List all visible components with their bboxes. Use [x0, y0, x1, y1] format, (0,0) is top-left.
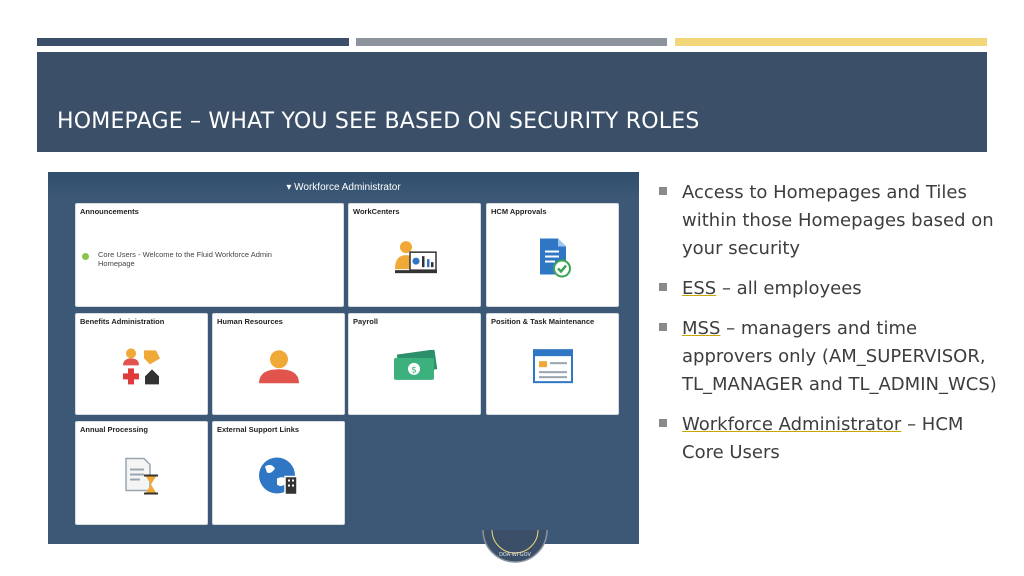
- accent-stripe-gray: [356, 38, 667, 46]
- tile-label: Annual Processing: [80, 425, 148, 434]
- bullet-text: – HCM Core Users: [682, 414, 964, 463]
- hourglass-document-icon: [122, 455, 162, 497]
- tile-label: Announcements: [80, 207, 139, 216]
- bullet-homepage-access: [658, 179, 1010, 263]
- tile-annual-processing[interactable]: [75, 421, 208, 525]
- tile-benefits-administration[interactable]: [75, 313, 208, 415]
- announcement-text: Core Users - Welcome to the Fluid Workforce Admin Homepage: [98, 250, 272, 268]
- money-icon: [392, 350, 438, 382]
- benefits-icon: [121, 346, 163, 386]
- title-band: [37, 52, 987, 152]
- person-icon: [257, 347, 301, 385]
- accent-stripe-navy: [37, 38, 349, 46]
- bullet-list: [658, 179, 1010, 479]
- tile-announcements[interactable]: [75, 203, 344, 307]
- bullet-text: – managers and time approvers only (AM_SUPERVISOR, TL_MANAGER and TL_ADMIN_WCS): [682, 318, 997, 395]
- tile-label: Benefits Administration: [80, 317, 165, 326]
- tile-position-task-maintenance[interactable]: [486, 313, 619, 415]
- tile-label: Payroll: [353, 317, 379, 326]
- bullet-ess: [658, 275, 1010, 303]
- tile-hcm-approvals[interactable]: [486, 203, 619, 307]
- tile-label: WorkCenters: [353, 207, 400, 216]
- globe-building-icon: [257, 455, 301, 497]
- accent-stripe-gold: [675, 38, 987, 46]
- browser-list-icon: [532, 348, 574, 384]
- approval-document-icon: [533, 237, 573, 279]
- seal-logo: [480, 530, 550, 570]
- tile-label: Position & Task Maintenance: [491, 317, 595, 326]
- tile-payroll[interactable]: [348, 313, 481, 415]
- bullet-workforce-administrator: [658, 411, 1010, 467]
- tile-human-resources[interactable]: [212, 313, 345, 415]
- tile-workcenters[interactable]: [348, 203, 481, 307]
- workcenter-icon: [392, 239, 438, 275]
- svg-text:DOA·WI·GOV: DOA·WI·GOV: [499, 552, 531, 558]
- ess-term: ESS: [682, 278, 717, 299]
- workforce-administrator-term: Workforce Administrator: [682, 414, 902, 435]
- tile-label: HCM Approvals: [491, 207, 547, 216]
- mss-term: MSS: [682, 318, 721, 339]
- tile-label: Human Resources: [217, 317, 283, 326]
- homepage-selector[interactable]: ▾ Workforce Administrator: [286, 182, 401, 193]
- bullet-text: Access to Homepages and Tiles within those Homepages based on your security: [682, 182, 994, 259]
- bullet-text: – all employees: [716, 278, 862, 299]
- homepage-screenshot: [48, 172, 639, 544]
- tile-label: External Support Links: [217, 425, 300, 434]
- tile-external-support-links[interactable]: [212, 421, 345, 525]
- bullet-mss: [658, 315, 1010, 399]
- status-dot-icon: [82, 253, 89, 260]
- svg-text:$: $: [410, 365, 417, 376]
- slide-title: HOMEPAGE – WHAT YOU SEE BASED ON SECURITY ROLES: [57, 109, 700, 134]
